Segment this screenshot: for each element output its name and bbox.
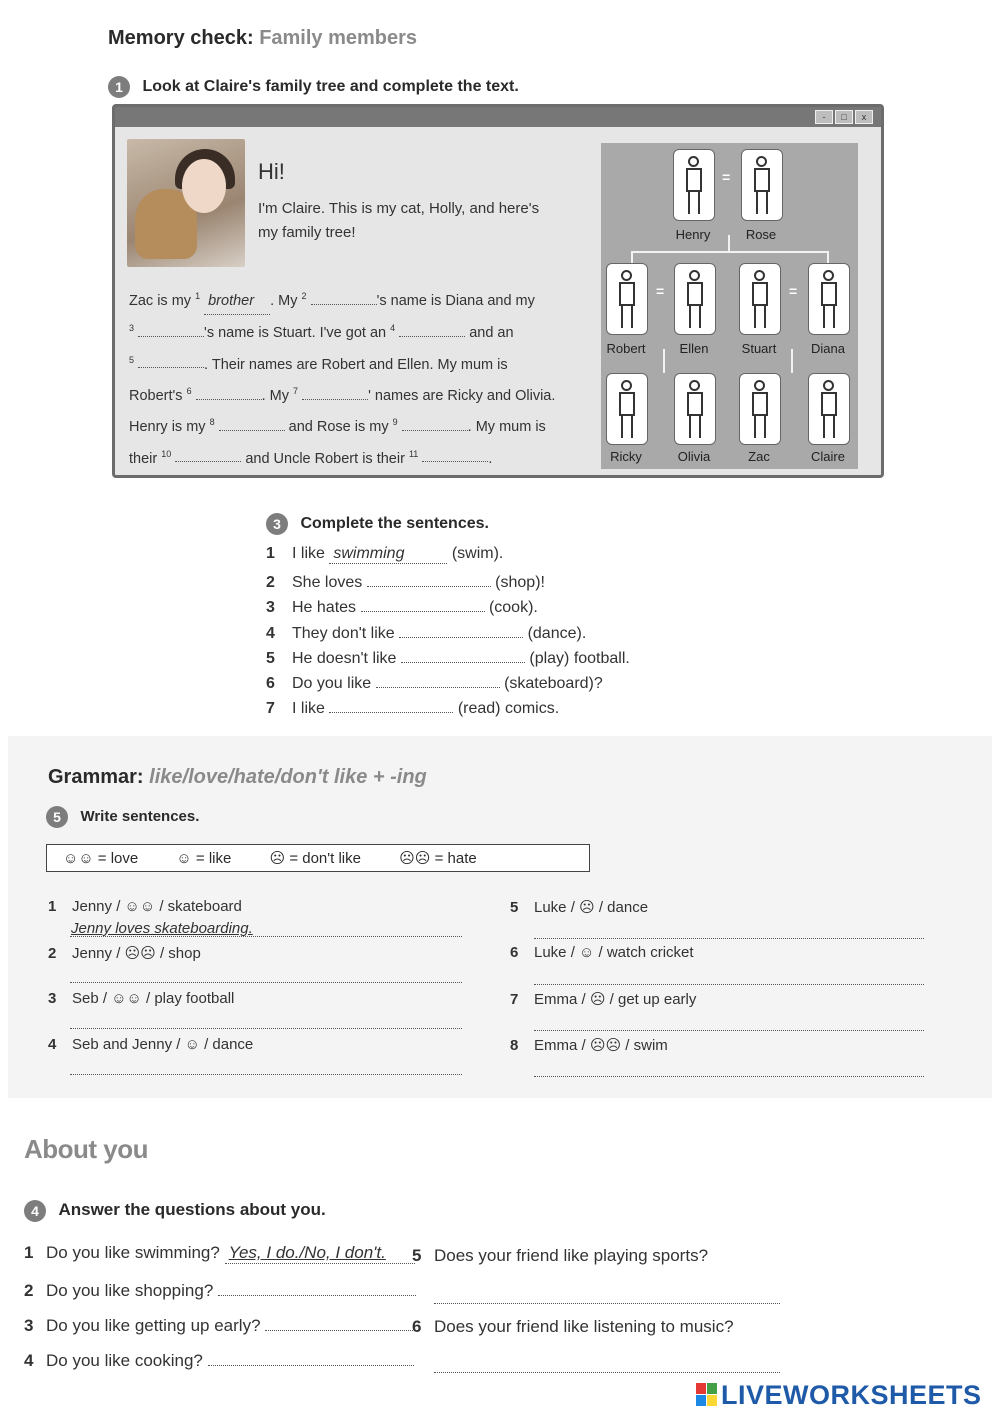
ricky-figure xyxy=(606,373,648,445)
emoji-legend xyxy=(46,844,590,872)
gap-9-input[interactable] xyxy=(402,416,468,432)
minimize-icon[interactable]: - xyxy=(815,110,833,124)
intro-line: my family tree! xyxy=(258,224,356,241)
item-number: 6 xyxy=(510,944,519,961)
question-text: Do you like shopping? xyxy=(46,1281,214,1300)
exercise-number-badge: 3 xyxy=(266,513,288,535)
grammar-item xyxy=(48,898,242,915)
answer-line[interactable] xyxy=(434,1303,780,1304)
gap-6-input[interactable] xyxy=(196,384,262,400)
olivia-figure xyxy=(674,373,716,445)
logo-text: LIVEWORKSHEETS xyxy=(721,1380,982,1410)
sentence-end: (skateboard)? xyxy=(504,674,603,692)
grammar-item xyxy=(510,944,694,961)
grammar-item xyxy=(510,1036,668,1054)
item-number: 3 xyxy=(48,990,57,1007)
liveworksheets-logo xyxy=(696,1380,982,1411)
claire-figure xyxy=(808,373,850,445)
tree-label: Olivia xyxy=(677,449,711,464)
question-text: Does your friend like playing sports? xyxy=(434,1246,709,1265)
item-prompt: Emma / ☹☹ / swim xyxy=(534,1037,668,1054)
close-icon[interactable]: x xyxy=(855,110,873,124)
sentence-start: He hates xyxy=(292,599,357,617)
grammar-item xyxy=(48,990,234,1007)
about-item xyxy=(24,1348,414,1371)
answer-input[interactable] xyxy=(361,595,485,612)
greeting: Hi! xyxy=(258,159,285,184)
gap-2-input[interactable] xyxy=(311,289,377,305)
logo-mark-icon xyxy=(696,1383,718,1407)
answer-input[interactable]: Yes, I do./No, I don't. xyxy=(225,1243,415,1264)
answer-line[interactable] xyxy=(70,936,462,937)
item-prompt: Emma / ☹ / get up early xyxy=(534,991,697,1008)
grammar-item xyxy=(48,1036,253,1053)
sentence-end: (read) comics. xyxy=(457,700,560,718)
instruction-text: Answer the questions about you. xyxy=(58,1200,326,1220)
item-number: 3 xyxy=(24,1316,34,1335)
answer-line[interactable] xyxy=(434,1372,780,1373)
item-prompt: Luke / ☺ / watch cricket xyxy=(534,944,694,961)
intro-line: I'm Claire. This is my cat, Holly, and here's xyxy=(258,200,540,217)
sentence-start: They don't like xyxy=(292,624,395,642)
heading-sub: Family members xyxy=(259,27,418,49)
instruction-text: Write sentences. xyxy=(80,808,200,826)
item-number: 6 xyxy=(412,1317,422,1336)
intro-text xyxy=(258,197,539,245)
grammar-item xyxy=(510,990,696,1008)
gap-3-input[interactable] xyxy=(138,322,204,338)
exercise4-instruction xyxy=(24,1200,326,1222)
sentence-start: She loves xyxy=(292,574,363,592)
heading-main: Grammar: xyxy=(48,766,144,788)
grammar-item xyxy=(510,898,648,916)
family-tree xyxy=(601,143,858,469)
rose-figure xyxy=(741,149,783,221)
item-number: 3 xyxy=(266,599,275,617)
instruction-text: Complete the sentences. xyxy=(300,515,489,533)
answer-line[interactable] xyxy=(70,1028,462,1029)
instruction-text: Look at Claire's family tree and complete the text. xyxy=(142,78,519,96)
answer-input[interactable]: swimming xyxy=(329,545,447,564)
answer-input[interactable] xyxy=(376,671,500,688)
sentence-item xyxy=(266,696,630,721)
question-text: Do you like swimming? xyxy=(46,1243,220,1262)
tree-label: Henry xyxy=(675,227,711,242)
about-item xyxy=(412,1317,734,1337)
tree-label: Claire xyxy=(811,449,845,464)
item-number: 4 xyxy=(266,624,275,642)
exercise3-instruction xyxy=(266,513,489,535)
maximize-icon[interactable]: □ xyxy=(835,110,853,124)
item-number: 1 xyxy=(24,1243,34,1262)
exercise-number-badge: 1 xyxy=(108,76,130,98)
sentence-end: (dance). xyxy=(527,624,587,642)
grammar-section xyxy=(8,736,992,1098)
item-number: 5 xyxy=(510,899,519,916)
sentence-list xyxy=(266,545,630,721)
question-text: Do you like getting up early? xyxy=(46,1316,261,1335)
section1-heading xyxy=(108,27,417,50)
tree-label: Robert xyxy=(606,341,646,356)
sentence-item xyxy=(266,595,630,620)
sentence-item xyxy=(266,671,630,696)
answer-input[interactable] xyxy=(399,621,523,638)
stuart-figure xyxy=(739,263,781,335)
heading-sub: like/love/hate/don't like + -ing xyxy=(149,766,427,788)
gap-7-input[interactable] xyxy=(302,384,368,400)
answer-line[interactable] xyxy=(534,1076,924,1077)
item-number: 2 xyxy=(24,1281,34,1300)
gap-11-input[interactable] xyxy=(422,447,488,463)
grammar-item xyxy=(48,944,201,962)
answer-input[interactable] xyxy=(367,570,491,587)
legend-hate: ☹☹ = hate xyxy=(399,850,477,867)
tree-connector xyxy=(791,349,793,373)
heading-main: Memory check: xyxy=(108,27,254,49)
answer-input[interactable] xyxy=(265,1313,415,1331)
gap-8-input[interactable] xyxy=(219,416,285,432)
tree-label: Zac xyxy=(748,449,770,464)
sentence-item xyxy=(266,545,630,570)
ellen-figure xyxy=(674,263,716,335)
answer-line[interactable] xyxy=(534,1030,924,1031)
claire-photo xyxy=(127,139,245,267)
sentence-end: (swim). xyxy=(451,545,504,562)
marriage-sign: = xyxy=(656,283,665,299)
grammar-heading xyxy=(48,766,427,789)
item-number: 6 xyxy=(266,674,275,692)
family-window xyxy=(112,104,884,478)
item-number: 4 xyxy=(24,1351,34,1370)
answer-line[interactable] xyxy=(70,1074,462,1075)
answer-line[interactable] xyxy=(70,982,462,983)
marriage-sign: = xyxy=(722,169,731,185)
item-prompt: Seb and Jenny / ☺ / dance xyxy=(72,1036,254,1053)
answer-input[interactable] xyxy=(208,1348,414,1366)
exercise5-instruction xyxy=(46,806,199,828)
sentence-end: (shop)! xyxy=(495,574,545,592)
tree-label: Stuart xyxy=(741,341,777,356)
tree-connector xyxy=(728,235,730,251)
tree-connector xyxy=(631,251,633,263)
item-number: 1 xyxy=(266,545,275,562)
sentence-item xyxy=(266,570,630,595)
example-answer: Jenny loves skateboarding. xyxy=(71,920,253,937)
exercise-number-badge: 5 xyxy=(46,806,68,828)
about-item xyxy=(24,1278,416,1301)
sentence-item xyxy=(266,646,630,671)
sentence-start: I like xyxy=(292,700,325,718)
about-item xyxy=(24,1313,415,1336)
sentence-end: (cook). xyxy=(488,599,538,617)
item-number: 5 xyxy=(412,1246,422,1265)
marriage-sign: = xyxy=(789,283,798,299)
tree-connector xyxy=(827,251,829,263)
sentence-end: (play) football. xyxy=(529,649,630,667)
legend-dont-like: ☹ = don't like xyxy=(269,850,361,867)
answer-input[interactable] xyxy=(218,1278,416,1296)
item-prompt: Jenny / ☺☺ / skateboard xyxy=(72,898,242,915)
item-prompt: Jenny / ☹☹ / shop xyxy=(72,945,201,962)
answer-input[interactable] xyxy=(329,696,453,713)
gap-1-input[interactable]: brother xyxy=(204,288,270,316)
answer-line[interactable] xyxy=(534,938,924,939)
gap-fill-paragraph: Zac is my $^1$ brother . My $^2$ 's name is Diana and my $^3$ 's name is Stuart. I've got an $^4$ and an $^5$ . Their names are Robert and Ellen. My mum is Robert's $^6$ . My $^7$ ' names are Ricky and Olivia. Henry is my $^8$ and Rose is my $^9$ . My mum is their $^{10}$ and Uncle Robert is their $^{11}$ . xyxy=(129,283,589,472)
item-number: 8 xyxy=(510,1037,519,1054)
about-you-title: About you xyxy=(24,1134,149,1164)
item-number: 7 xyxy=(266,700,275,718)
item-prompt: Seb / ☺☺ / play football xyxy=(72,990,235,1007)
tree-connector xyxy=(631,251,827,253)
gap-4-input[interactable] xyxy=(399,322,465,338)
robert-figure xyxy=(606,263,648,335)
sentence-start: Do you like xyxy=(292,674,372,692)
exercise1-instruction xyxy=(108,76,519,98)
window-titlebar xyxy=(115,107,881,127)
zac-figure xyxy=(739,373,781,445)
gap-10-input[interactable] xyxy=(175,447,241,463)
question-text: Does your friend like listening to music? xyxy=(434,1317,734,1336)
legend-love: ☺☺ = love xyxy=(63,850,139,867)
tree-label: Diana xyxy=(811,341,845,356)
tree-label: Ricky xyxy=(610,449,642,464)
henry-figure xyxy=(673,149,715,221)
item-prompt: Luke / ☹ / dance xyxy=(534,899,649,916)
gap-5-input[interactable] xyxy=(138,353,204,369)
exercise-number-badge: 4 xyxy=(24,1200,46,1222)
question-text: Do you like cooking? xyxy=(46,1351,203,1370)
face-shape xyxy=(182,159,226,213)
item-number: 1 xyxy=(48,898,57,915)
sentence-start: He doesn't like xyxy=(292,649,397,667)
tree-label: Rose xyxy=(745,227,777,242)
legend-like: ☺ = like xyxy=(176,850,232,867)
tree-label: Ellen xyxy=(679,341,709,356)
item-number: 7 xyxy=(510,991,519,1008)
about-item xyxy=(412,1246,708,1266)
sentence-item xyxy=(266,621,630,646)
diana-figure xyxy=(808,263,850,335)
answer-input[interactable] xyxy=(401,646,525,663)
about-item xyxy=(24,1243,415,1264)
item-number: 2 xyxy=(48,945,57,962)
item-number: 4 xyxy=(48,1036,57,1053)
answer-line[interactable] xyxy=(534,984,924,985)
sentence-start: I like xyxy=(292,545,325,562)
window-controls xyxy=(815,110,873,124)
item-number: 2 xyxy=(266,574,275,592)
item-number: 5 xyxy=(266,649,275,667)
